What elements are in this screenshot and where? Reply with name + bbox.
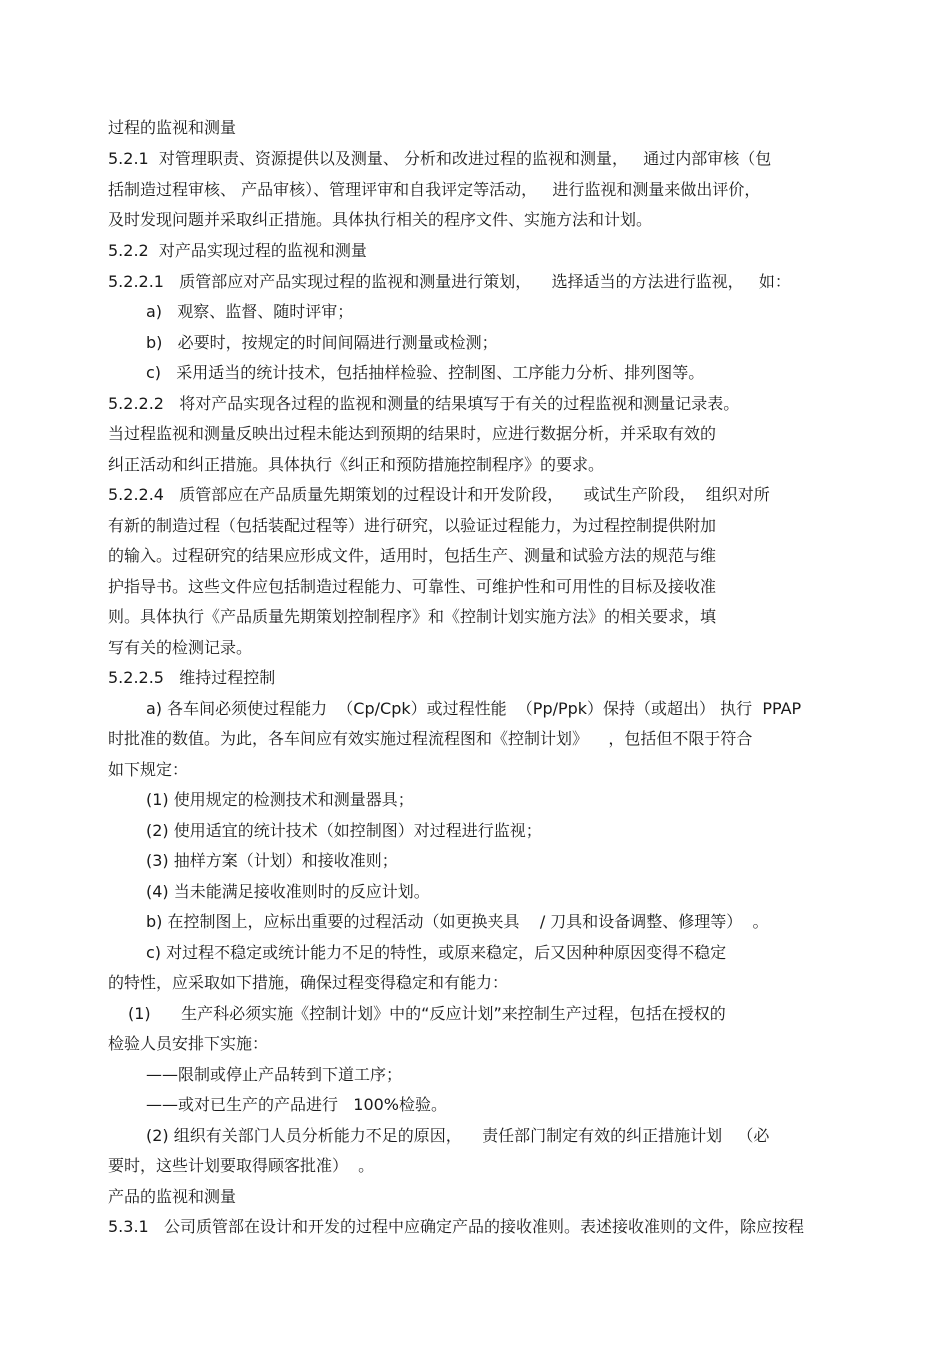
paragraph-line: 纠正活动和纠正措施。具体执行《纠正和预防措施控制程序》的要求。	[108, 455, 605, 474]
paragraph-line: 写有关的检测记录。	[108, 638, 253, 657]
paragraph-line: 要时，这些计划要取得顾客批准） 。	[108, 1156, 375, 1175]
subsection-heading: 5.2.2.5 维持过程控制	[108, 668, 276, 687]
paragraph-line: 的输入。过程研究的结果应形成文件，适用时，包括生产、测量和试验方法的规范与维	[108, 546, 717, 565]
list-item: (3) 抽样方案（计划）和接收准则；	[146, 851, 398, 870]
list-item: (2) 使用适宜的统计技术（如控制图）对过程进行监视；	[146, 821, 542, 840]
list-item: (1) 生产科必须实施《控制计划》中的“反应计划”来控制生产过程，包括在授权的	[128, 1004, 726, 1023]
list-item: a) 观察、监督、随时评审；	[146, 302, 354, 321]
section-heading-process-monitoring: 过程的监视和测量	[108, 118, 237, 137]
list-item: (1) 使用规定的检测技术和测量器具；	[146, 790, 414, 809]
paragraph-line: b) 在控制图上，应标出重要的过程活动（如更换夹具 / 刀具和设备调整、修理等） 。	[146, 912, 769, 931]
list-item: b) 必要时，按规定的时间间隔进行测量或检测；	[146, 333, 498, 352]
paragraph-line: 5.2.1 对管理职责、资源提供以及测量、 分析和改进过程的监视和测量， 通过内部审核（包	[108, 149, 772, 168]
paragraph-line: 5.2.2.2 将对产品实现各过程的监视和测量的结果填写于有关的过程监视和测量记录表。	[108, 394, 740, 413]
list-item: ——或对已生产的产品进行 100%检验。	[146, 1095, 448, 1114]
paragraph-line: 5.3.1 公司质管部在设计和开发的过程中应确定产品的接收准则。表述接收准则的文件，除应按程	[108, 1217, 804, 1236]
paragraph-line: 当过程监视和测量反映出过程未能达到预期的结果时，应进行数据分析，并采取有效的	[108, 424, 717, 443]
paragraph-line: 括制造过程审核、 产品审核）、管理评审和自我评定等活动， 进行监视和测量来做出评价，	[108, 180, 761, 199]
paragraph-line: 及时发现问题并采取纠正措施。具体执行相关的程序文件、实施方法和计划。	[108, 210, 653, 229]
list-item: ——限制或停止产品转到下道工序；	[146, 1065, 403, 1084]
paragraph-line: 则。具体执行《产品质量先期策划控制程序》和《控制计划实施方法》的相关要求，填	[108, 607, 717, 626]
section-heading-product-monitoring: 产品的监视和测量	[108, 1187, 237, 1206]
paragraph-line: 检验人员安排下实施：	[108, 1034, 269, 1053]
paragraph-line: 5.2.2.4 质管部应在产品质量先期策划的过程设计和开发阶段， 或试生产阶段， 组织对所	[108, 485, 770, 504]
list-item: (2) 组织有关部门人员分析能力不足的原因， 责任部门制定有效的纠正措施计划 （必	[146, 1126, 770, 1145]
paragraph-line: 如下规定：	[108, 760, 189, 779]
paragraph-line: a) 各车间必须使过程能力 （Cp/Cpk）或过程性能 （Pp/Ppk）保持（或超出） 执行 PPAP	[146, 699, 802, 718]
paragraph-line: 护指导书。这些文件应包括制造过程能力、可靠性、可维护性和可用性的目标及接收准	[108, 577, 717, 596]
subsection-heading: 5.2.2 对产品实现过程的监视和测量	[108, 241, 367, 260]
paragraph-line: 时批准的数值。为此，各车间应有效实施过程流程图和《控制计划》 ，包括但不限于符合	[108, 729, 753, 748]
list-item: (4) 当未能满足接收准则时的反应计划。	[146, 882, 430, 901]
paragraph-line: 有新的制造过程（包括装配过程等）进行研究，以验证过程能力，为过程控制提供附加	[108, 516, 717, 535]
paragraph-line: 的特性，应采取如下措施，确保过程变得稳定和有能力：	[108, 973, 509, 992]
paragraph-line: 5.2.2.1 质管部应对产品实现过程的监视和测量进行策划， 选择适当的方法进行监视， 如：	[108, 272, 791, 291]
list-item: c) 采用适当的统计技术，包括抽样检验、控制图、工序能力分析、排列图等。	[146, 363, 705, 382]
paragraph-line: c) 对过程不稳定或统计能力不足的特性，或原来稳定，后又因种种原因变得不稳定	[146, 943, 727, 962]
